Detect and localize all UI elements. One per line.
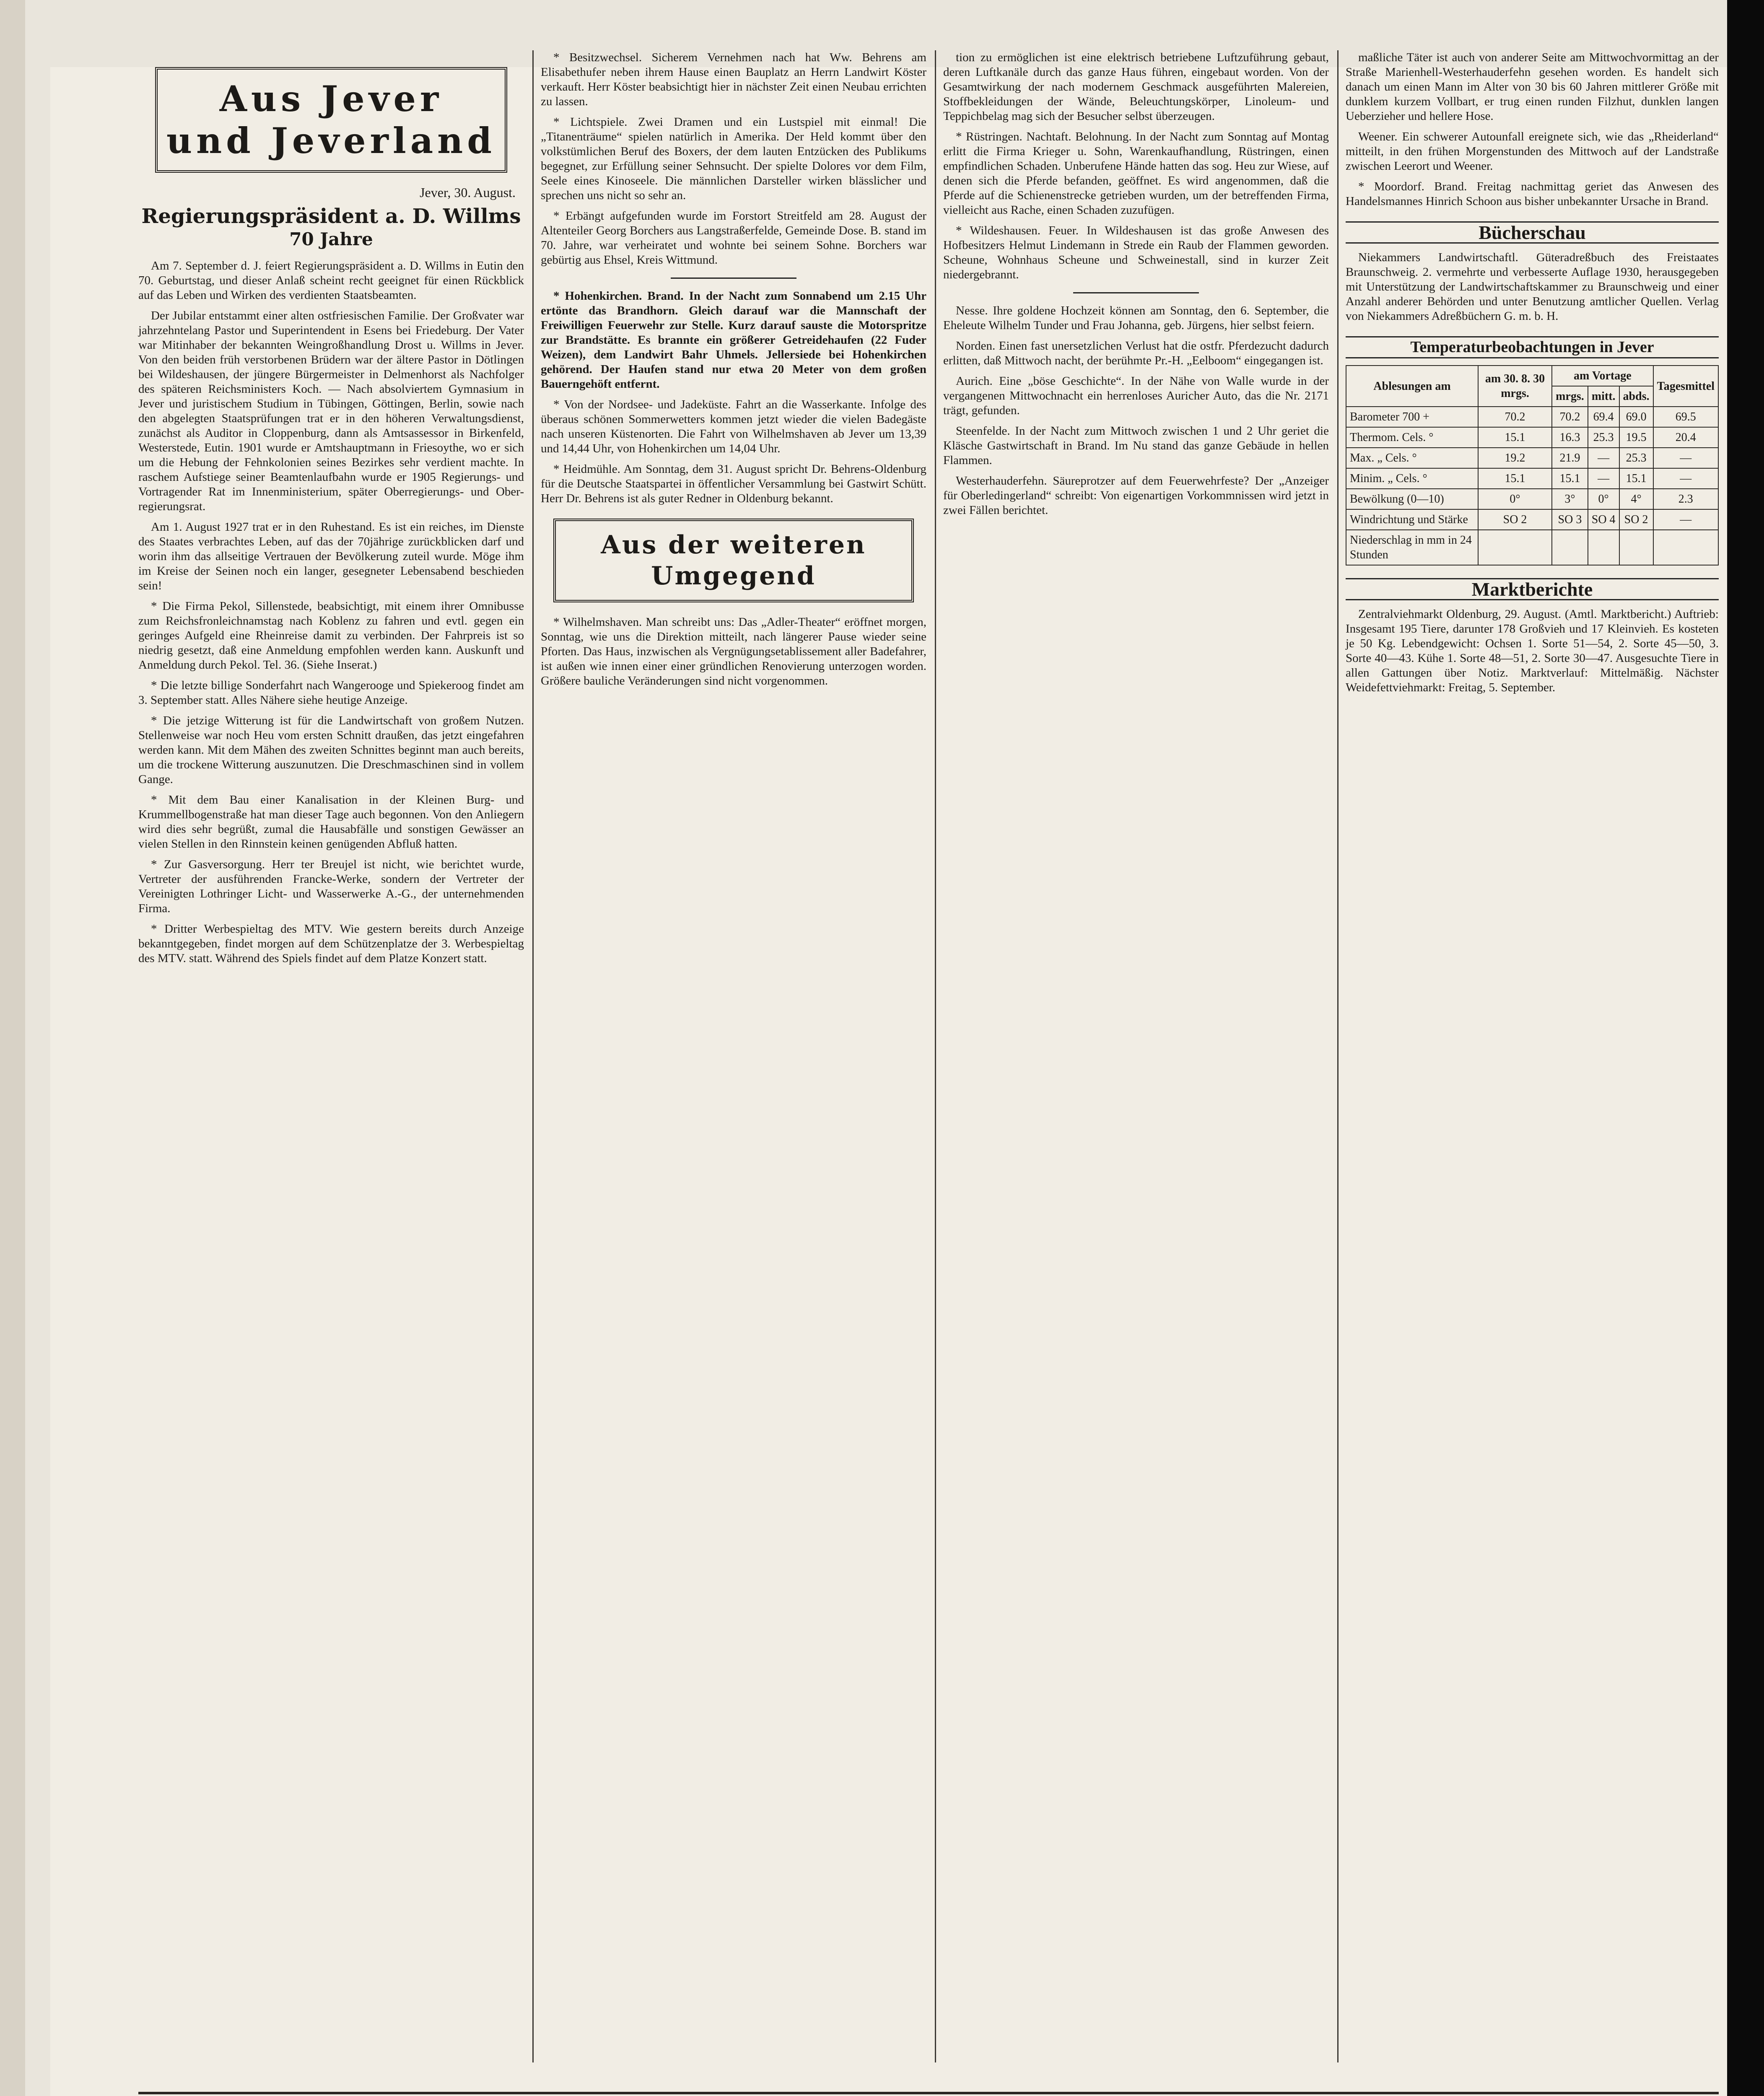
table-cell: SO 2	[1619, 509, 1653, 530]
news-item: Aurich. Eine „böse Geschichte“. In der Nähe von Walle wurde in der vergangenen Mittwochnacht ein herrenloses Auricher Auto, das die Nr. 2171 trägt, gefunden.	[943, 374, 1329, 417]
separator-rule	[671, 278, 796, 279]
table-header-cell: mrgs.	[1552, 386, 1588, 407]
table-header-cell: Ablesungen am	[1346, 366, 1478, 407]
table-cell: 25.3	[1619, 448, 1653, 468]
news-item: * Die jetzige Witterung ist für die Landwirtschaft von großem Nutzen. Stellenweise war noch Heu vom ersten Schnitt draußen, das jetzt eingefahren werden kann. Mit dem Mähen des zweiten Schnittes beginnt man auch bereits, um die trockene Witterung auszunutzen. Die Dreschmaschinen sind in vollem Gange.	[138, 714, 524, 786]
news-item: Steenfelde. In der Nacht zum Mittwoch zwischen 1 und 2 Uhr geriet die Kläsche Gastwirtschaft in Brand. Im Nu stand das ganze Gebäude in hellen Flammen.	[943, 424, 1329, 467]
table-cell: 0°	[1478, 489, 1552, 509]
table-cell	[1619, 530, 1653, 565]
book-review-heading: Bücherschau	[1346, 221, 1719, 244]
table-cell: 15.1	[1478, 427, 1552, 448]
news-item: Westerhauderfehn. Säureprotzer auf dem Feuerwehrfeste? Der „Anzeiger für Oberledingerland“ schreibt: Von eigenartigen Vorkommnissen wird jetzt in zwei Fällen berichtet.	[943, 474, 1329, 517]
table-cell: 21.9	[1552, 448, 1588, 468]
dateline: Jever, 30. August.	[420, 185, 516, 200]
article-paragraph: Am 1. August 1927 trat er in den Ruhestand. Es ist ein reiches, im Dienste des Staates verbrachtes Leben, auf das der 70jährige zurückblicken darf und worin ihm das allseitige Vertrauen der Bevölkerung zuteil wurde. Möge ihm im Kreise der Seinen noch ein langer, gesegneter Lebensabend beschieden sein!	[138, 520, 524, 592]
article-paragraph: Der Jubilar entstammt einer alten ostfriesischen Familie. Der Großvater war jahrzehntelang Pastor und Superintendent in Esens bei Friedeburg. Der Vater war Mitinhaber der bekannten Weingroßhandlung Drost u. Willms in Jever. Von den beiden früh verstorbenen Brüdern war der ältere Pastor in Dötlingen bei Wildeshausen, der jüngere Bürgermeister in Delmenhorst als Nachfolger des späteren Reichsministers Koch. — Nach absolviertem Gymnasium in Jever und juristischem Studium in Tübingen, Göttingen, Berlin, sowie nach den abgelegten Staatsprüfungen trat er in den höheren Verwaltungsdienst, zunächst als Auditor in Cloppenburg, dann als Amtsassessor in Birkenfeld, Westerstede, Eutin. 1901 wurde er Amtshauptmann in Friesoythe, wo er sich um die Hebung der Fehnkolonien seines Bezirkes sehr verdient machte. In raschem Aufstiege seiner Beamtenlaufbahn wurde er 1905 Regierungs- und Vortragender Rat im Innenministerium, später Oberregierungs- und Ober-regierungsrat.	[138, 309, 524, 513]
table-cell: 16.3	[1552, 427, 1588, 448]
section-header-2-line1: Aus der weiteren	[601, 530, 866, 560]
news-item: maßliche Täter ist auch von anderer Seite am Mittwochvormittag an der Straße Marienhell-Westerhauderfehn gesehen worden. Es handelt sich danach um einen Mann im Alter von 30 bis 60 Jahren mittlerer Größe mit dunklem kurzem Vollbart, er trug einen runden Filzhut, dunklen langen Ueberzieher und hellere Hose.	[1346, 51, 1719, 123]
column-divider	[532, 50, 534, 2062]
column-divider	[935, 50, 936, 2062]
table-cell: 70.2	[1552, 407, 1588, 427]
table-row	[1346, 489, 1718, 509]
ad-top-rule	[138, 2092, 1719, 2094]
table-cell: SO 2	[1478, 509, 1552, 530]
table-header-cell: Tagesmittel	[1653, 366, 1718, 407]
table-row	[1346, 509, 1718, 530]
news-item: * Wilhelmshaven. Man schreibt uns: Das „Adler-Theater“ eröffnet morgen, Sonntag, wie uns die Direktion mitteilt, nach längerer Pause wieder seine Pforten. Das Haus, inzwischen als Vergnügungsetablissement aller Badefahrer, ist außen wie innen einer einer gründlichen Renovierung unterzogen worden. Größere bauliche Veränderungen sind nicht vorgenommen.	[541, 615, 926, 687]
table-header-row	[1346, 366, 1718, 386]
table-cell: SO 3	[1552, 509, 1588, 530]
book-review-text: Niekammers Landwirtschaftl. Güteradreßbuch des Freistaates Braunschweig. 2. vermehrte und verbesserte Auflage 1930, herausgegeben mit Unterstützung der Landwirtschaftskammer zu Braunschweig und einer Anzahl anderer Behörden und unter Benutzung amtlicher Quellen. Verlag von Niekammers Adreßbüchern G. m. b. H.	[1346, 251, 1719, 323]
news-item: * Wildeshausen. Feuer. In Wildeshausen ist das große Anwesen des Hofbesitzers Helmut Lindemann in Strede ein Raub der Flammen geworden. Scheune, Wohnhaus Scheune und Schweinestall, sind in kurzer Zeit niedergebrannt.	[943, 224, 1329, 281]
table-cell: 0°	[1588, 489, 1619, 509]
news-item: * Die letzte billige Sonderfahrt nach Wangerooge und Spiekeroog findet am 3. September statt. Alles Nähere siehe heutige Anzeige.	[138, 679, 524, 707]
article-paragraph: Am 7. September d. J. feiert Regierungspräsident a. D. Willms in Eutin den 70. Geburtstag, und dieser Anlaß scheint recht geeignet für einen Rückblick auf das Leben und Wirken des verdienten Staatsbeamten.	[138, 259, 524, 302]
table-cell: 69.5	[1653, 407, 1718, 427]
news-item: * Hohenkirchen. Brand. In der Nacht zum Sonnabend um 2.15 Uhr ertönte das Brandhorn. Gleich darauf war die Mannschaft der Freiwilligen Feuerwehr zur Stelle. Kurz darauf sauste die Motorspritze zur Brandstätte. Es brannte ein größerer Getreidehaufen (22 Fuder Weizen), dem Landwirt Bahr Uhmels. Jellersiede bei Hohenkirchen gehörend. Der Haufen stand nur etwa 20 Meter von dem großen Bauerngehöft entfernt.	[541, 289, 926, 391]
table-cell: 2.3	[1653, 489, 1718, 509]
table-cell	[1478, 530, 1552, 565]
article-subhead: 70 Jahre	[289, 229, 373, 249]
column-1	[138, 50, 524, 972]
page-left-edge	[0, 0, 25, 2096]
section-header-2-line2: Umgegend	[651, 561, 816, 591]
section-header-box-2	[553, 519, 914, 602]
section-header-line2: und Jeverland	[166, 120, 496, 161]
section-header-box	[155, 67, 507, 173]
news-item: * Mit dem Bau einer Kanalisation in der Kleinen Burg- und Krummellbogenstraße hat man dieser Tage auch begonnen. Von den Anliegern wird dies sehr begrüßt, zumal die Hausabfälle und sonstigen Gewässer an vielen Stellen in den Rinnstein keinen genügenden Abfluß hatten.	[138, 793, 524, 851]
table-row	[1346, 468, 1718, 489]
table-cell: —	[1653, 509, 1718, 530]
news-item: Weener. Ein schwerer Autounfall ereignete sich, wie das „Rheiderland“ mitteilt, in den frühen Morgenstunden des Mittwoch auf der Landstraße zwischen Leerort und Weener.	[1346, 130, 1719, 173]
table-cell: Minim. „ Cels. °	[1346, 468, 1478, 489]
table-cell: 3°	[1552, 489, 1588, 509]
table-header-cell: am 30. 8. 30 mrgs.	[1478, 366, 1552, 407]
column-4	[1346, 50, 1719, 701]
table-cell: 15.1	[1619, 468, 1653, 489]
page-right-shadow	[1727, 0, 1764, 2096]
table-header-cell: mitt.	[1588, 386, 1619, 407]
table-header-cell: abds.	[1619, 386, 1653, 407]
table-cell: Windrichtung und Stärke	[1346, 509, 1478, 530]
table-cell: —	[1588, 468, 1619, 489]
news-item: * Erbängt aufgefunden wurde im Forstort Streitfeld am 28. August der Altenteiler Georg Borchers aus Langstraßerfelde, Gemeinde Dose. B. stand im 70. Jahre, war verheiratet und wohnte bei seinem Sohne. Borchers war gebürtig aus Ehsel, Kreis Wittmund.	[541, 209, 926, 267]
news-item: * Moordorf. Brand. Freitag nachmittag geriet das Anwesen des Handelsmannes Hinrich Schoon aus bisher unbekannter Ursache in Brand.	[1346, 180, 1719, 208]
market-report-text: Zentralviehmarkt Oldenburg, 29. August. (Amtl. Marktbericht.) Auftrieb: Insgesamt 195 Tiere, darunter 178 Großvieh und 17 Kleinvieh. Es kosteten je 50 Kg. Lebendgewicht: Ochsen 1. Sorte 51—54, 2. Sorte 45—50, 3. Sorte 40—43. Kühe 1. Sorte 48—51, 2. Sorte 30—47. Ausgesuchte Tiere in allen Gattungen über Notiz. Marktverlauf: Mittelmäßig. Nächster Weidefettviehmarkt: Freitag, 5. September.	[1346, 607, 1719, 694]
market-reports-heading: Marktberichte	[1346, 578, 1719, 600]
table-cell	[1653, 530, 1718, 565]
table-cell: —	[1653, 468, 1718, 489]
table-cell: 69.0	[1619, 407, 1653, 427]
table-cell: Thermom. Cels. °	[1346, 427, 1478, 448]
news-item: tion zu ermöglichen ist eine elektrisch betriebene Luftzuführung gebaut, deren Luftkanäle durch das ganze Haus führen, eingebaut worden. Von der Gesamtwirkung der nach modernem Geschmack ausgeführten Malereien, Stoffbekleidungen der Wände, Beleuchtungskörper, Linoleum- und Teppichbelag mag sich der Besucher selbst überzeugen.	[943, 51, 1329, 123]
table-cell: 20.4	[1653, 427, 1718, 448]
table-cell: —	[1588, 448, 1619, 468]
table-header-cell: am Vortage	[1552, 366, 1653, 386]
article-headline: Regierungspräsident a. D. Willms	[141, 205, 521, 228]
table-cell: 69.4	[1588, 407, 1619, 427]
temperature-table-heading: Temperaturbeobachtungen in Jever	[1346, 336, 1719, 358]
separator-rule	[1073, 292, 1199, 293]
table-row	[1346, 448, 1718, 468]
temperature-table	[1346, 365, 1719, 566]
news-item: * Die Firma Pekol, Sillenstede, beabsichtigt, mit einem ihrer Omnibusse zum Reichsfronleichnamstag nach Koblenz zu fahren und evtl. gegen ein geringes Aufgeld eine Rheinreise damit zu verbinden. Der Fahrpreis ist so niedrig gesetzt, daß eine Anmeldung empfohlen werden kann. Auskunft und Anmeldung durch Pekol. Tel. 36. (Siehe Inserat.)	[138, 599, 524, 672]
table-cell: 15.1	[1478, 468, 1552, 489]
table-cell: 19.2	[1478, 448, 1552, 468]
column-divider	[1337, 50, 1339, 2062]
table-cell: Niederschlag in mm in 24 Stunden	[1346, 530, 1478, 565]
table-cell	[1552, 530, 1588, 565]
news-item: * Besitzwechsel. Sicherem Vernehmen nach hat Ww. Behrens am Elisabethufer neben ihrem Hause einen Bauplatz an Herrn Landwirt Köster verkauft. Herr Köster beabsichtigt hier in nächster Zeit einen Neubau errichten zu lassen.	[541, 51, 926, 108]
table-cell: 19.5	[1619, 427, 1653, 448]
news-item: * Dritter Werbespieltag des MTV. Wie gestern bereits durch Anzeige bekanntgegeben, findet morgen auf dem Schützenplatze der 3. Werbespieltag des MTV. statt. Während des Spiels findet auf dem Platze Konzert statt.	[138, 922, 524, 965]
news-item: Nesse. Ihre goldene Hochzeit können am Sonntag, den 6. September, die Eheleute Wilhelm Tunder und Frau Johanna, geb. Jürgens, hier selbst feiern.	[943, 304, 1329, 332]
news-item: * Rüstringen. Nachtaft. Belohnung. In der Nacht zum Sonntag auf Montag erlitt die Firma Krieger u. Sohn, Warenkaufhandlung, Rüstringen, einen empfindlichen Schaden. Unberufene Hände hatten das sog. Heu zur Wiese, auf denen sich die Pferde befanden, geöffnet. Es wird angenommen, daß die Pferde auf die Schienenstrecke getrieben wurden, um der betreffenden Firma, vielleicht aus Rache, einen Schaden zuzufügen.	[943, 130, 1329, 217]
table-cell: Bewölkung (0—10)	[1346, 489, 1478, 509]
table-cell: —	[1653, 448, 1718, 468]
news-item: * Von der Nordsee- und Jadeküste. Fahrt an die Wasserkante. Infolge des überaus schönen Sommerwetters kommen jetzt wieder die vielen Badegäste nach unseren Küstenorten. Die Fahrt von Wilhelmshaven ab Jever um 13,39 und 14,44 Uhr, von Hohenkirchen um 14,04 Uhr.	[541, 398, 926, 455]
section-header-line1: Aus Jever	[219, 78, 443, 119]
table-row	[1346, 407, 1718, 427]
table-cell: 15.1	[1552, 468, 1588, 489]
news-item: * Lichtspiele. Zwei Dramen und ein Lustspiel mit einmal! Die „Titanenträume“ spielen natürlich in Amerika. Der Held kommt über den volkstümlichen Beruf des Boxers, der dem lauten Entzücken des Publikums begegnet, zur Erfüllung seiner Sehnsucht. Der spielte Dolores vor dem Film, Seele eines Kinoseele. Die männlichen Darsteller wirken blässlicher und sprechen uns nicht so sehr an.	[541, 115, 926, 202]
news-item: Norden. Einen fast unersetzlichen Verlust hat die ostfr. Pferdezucht dadurch erlitten, daß Mittwoch nacht, der berühmte Pr.-H. „Eelboom“ eingegangen ist.	[943, 339, 1329, 367]
table-cell: 70.2	[1478, 407, 1552, 427]
table-cell: Max. „ Cels. °	[1346, 448, 1478, 468]
news-item: * Heidmühle. Am Sonntag, dem 31. August spricht Dr. Behrens-Oldenburg für die Deutsche Staatspartei in öffentlicher Versammlung bei Gastwirt Schütt. Herr Dr. Behrens ist als guter Redner in Oldenburg bekannt.	[541, 462, 926, 505]
table-cell: 25.3	[1588, 427, 1619, 448]
table-cell: Barometer 700 +	[1346, 407, 1478, 427]
column-2	[541, 50, 926, 694]
table-cell	[1588, 530, 1619, 565]
news-item: * Zur Gasversorgung. Herr ter Breujel ist nicht, wie berichtet wurde, Vertreter der ausführenden Francke-Werke, sondern der Vertreter der Vereinigten Lothringer Licht- und Wasserwerke A.-G., der unternehmenden Firma.	[138, 858, 524, 915]
table-row	[1346, 427, 1718, 448]
column-3	[943, 50, 1329, 524]
table-cell: SO 4	[1588, 509, 1619, 530]
table-cell: 4°	[1619, 489, 1653, 509]
table-row	[1346, 530, 1718, 565]
